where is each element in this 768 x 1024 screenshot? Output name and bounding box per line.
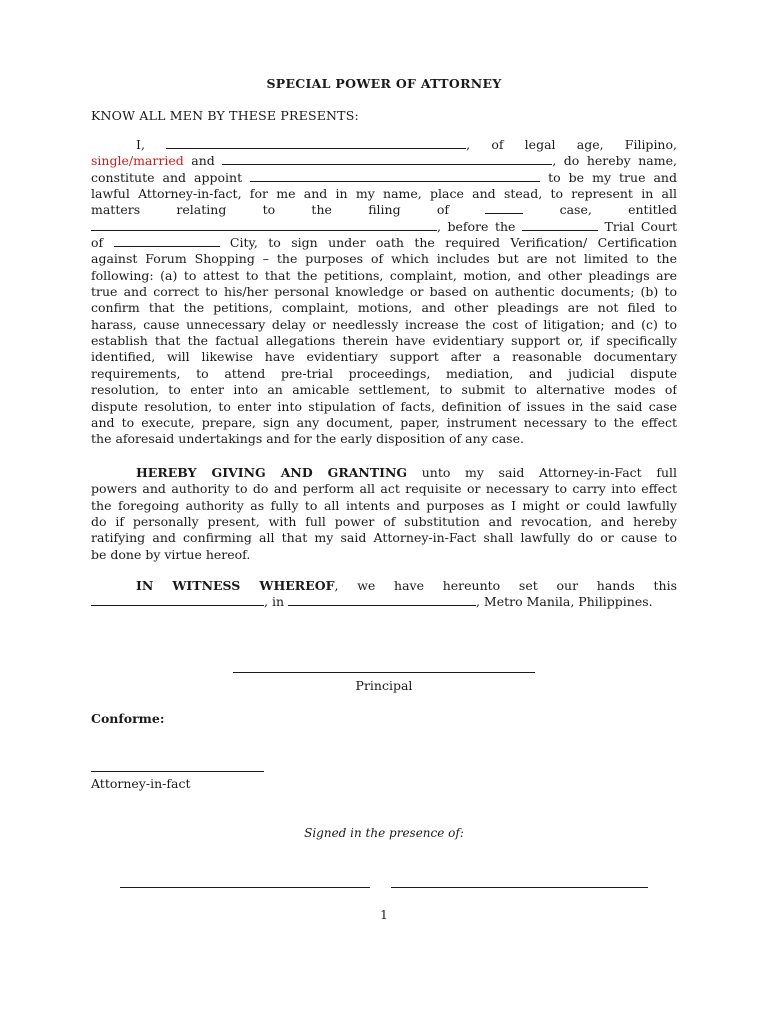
p1-line-19: the aforesaid undertakings and for the early disposition of any case.	[91, 431, 524, 447]
p1-line-8: against Forum Shopping – the purposes of which includes but are not limited to the	[91, 251, 677, 267]
witness-signature-line-1[interactable]	[120, 887, 370, 888]
p2-line-1: HEREBY GIVING AND GRANTING unto my said Attorney-in-Fact full	[136, 465, 677, 480]
p2-line-6: be done by virtue hereof.	[91, 546, 251, 562]
p1-line-14: identified, will likewise have evidentiary support after a reasonable documentary	[91, 349, 677, 365]
attorney-name-blank[interactable]	[250, 170, 540, 182]
court-name-blank[interactable]	[522, 219, 598, 231]
p1-line-12: harass, cause unnecessary delay or needlessly increase the cost of litigation; and (c) to	[91, 316, 677, 332]
p1-line-11: confirm that the petitions, complaint, motions, and other pleadings are not filed to	[91, 300, 677, 316]
paragraph-appointment	[91, 137, 677, 448]
case-type-blank[interactable]	[485, 202, 523, 214]
p3-line-2: , in , Metro Manila, Philippines.	[91, 594, 677, 610]
p3-line-1: IN WITNESS WHEREOF, we have hereunto set our hands this	[136, 578, 677, 593]
p1-line-3: constitute and appoint to be my true and	[91, 169, 677, 185]
p1-line-15: requirements, to attend pre-trial proceedings, mediation, and judicial dispute	[91, 365, 677, 381]
paragraph-witness	[91, 578, 677, 611]
p1-line-4: lawful Attorney-in-fact, for me and in my name, place and stead, to represent in all	[91, 186, 677, 202]
p2-line-4: do if personally present, with full power of substitution and revocation, and hereby	[91, 514, 677, 530]
salutation: KNOW ALL MEN BY THESE PRESENTS:	[91, 108, 359, 123]
p1-line-16: resolution, to enter into an amicable settlement, to submit to alternative modes of	[91, 382, 677, 398]
principal-name-blank[interactable]	[166, 137, 466, 149]
city-blank[interactable]	[114, 235, 220, 247]
case-title-blank[interactable]	[91, 219, 437, 231]
document-title: SPECIAL POWER OF ATTORNEY	[266, 76, 502, 91]
spouse-name-blank[interactable]	[222, 153, 552, 165]
p1-line-18: and to execute, prepare, sign any document, paper, instrument necessary to the effect	[91, 414, 677, 430]
paragraph-granting	[91, 465, 677, 563]
p1-line-7: of City, to sign under oath the required Verification/ Certification	[91, 235, 677, 251]
date-blank[interactable]	[91, 594, 264, 606]
principal-signature-line[interactable]	[233, 672, 535, 673]
attorney-signature-line[interactable]	[91, 771, 264, 772]
place-blank[interactable]	[288, 594, 476, 606]
p2-line-2: powers and authority to do and perform all act requisite or necessary to carry into effect	[91, 481, 677, 497]
attorney-label: Attorney-in-fact	[91, 776, 191, 791]
p1-line-13: establish that the factual allegations therein have evidentiary support or, if specifically	[91, 333, 677, 349]
principal-label: Principal	[355, 678, 413, 693]
page-number: 1	[380, 908, 388, 922]
p1-line-6: , before the Trial Court	[91, 219, 677, 235]
p1-line-5: matters relating to the filing of case, entitled	[91, 202, 677, 218]
p2-line-3: the foregoing authority as fully to all intents and purposes as I might or could lawfully	[91, 497, 677, 513]
witness-signature-line-2[interactable]	[391, 887, 648, 888]
witness-heading: Signed in the presence of:	[304, 826, 464, 840]
p1-line-1: I, , of legal age, Filipino,	[136, 137, 677, 152]
p1-line-2: single/married and , do hereby name,	[91, 153, 677, 169]
p1-line-10: true and correct to his/her personal knowledge or based on authentic documents; (b) to	[91, 284, 677, 300]
civil-status-text: single/married	[91, 153, 184, 169]
p1-line-9: following: (a) to attest to that the petitions, complaint, motion, and other pleadings are	[91, 267, 677, 283]
p2-line-5: ratifying and confirming all that my said Attorney-in-Fact shall lawfully do or cause to	[91, 530, 677, 546]
conforme-label: Conforme:	[91, 711, 165, 726]
p1-line-17: dispute resolution, to enter into stipulation of facts, definition of issues in the said case	[91, 398, 677, 414]
